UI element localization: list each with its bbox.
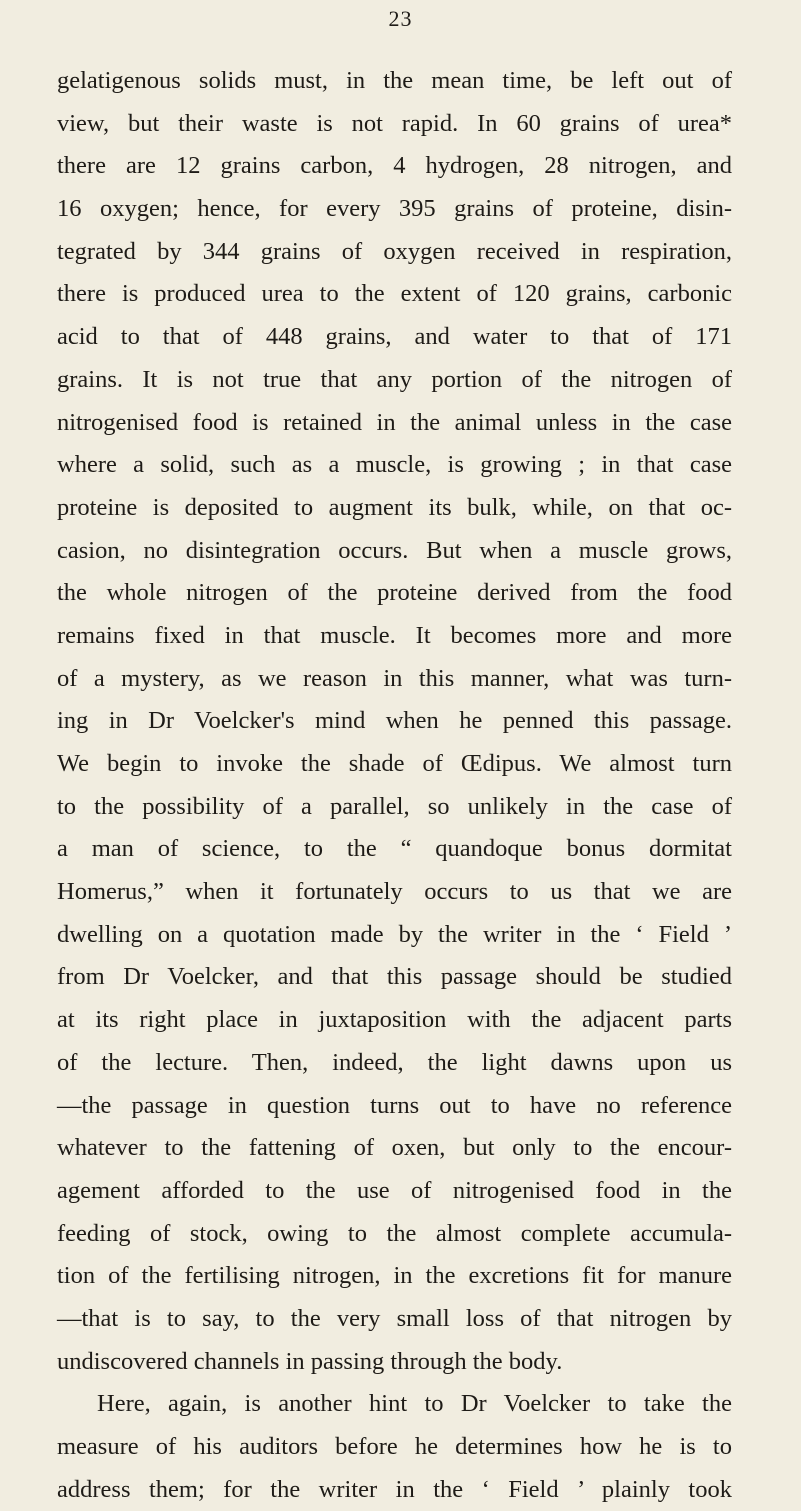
text-line: a man of science, to the “ quandoque bonus dormitat xyxy=(57,835,732,863)
text-line: of a mystery, as we reason in this manner, what was turn- xyxy=(57,664,732,692)
text-line: agement afforded to the use of nitrogenised food in the xyxy=(57,1176,732,1204)
text-line: tegrated by 344 grains of oxygen received in respiration, xyxy=(57,237,732,265)
text-line: feeding of stock, owing to the almost complete accumula- xyxy=(57,1219,732,1247)
text-line: undiscovered channels in passing through the body. xyxy=(57,1347,563,1375)
text-line: 16 oxygen; hence, for every 395 grains of proteine, disin- xyxy=(57,195,732,223)
text-line: casion, no disintegration occurs. But when a muscle grows, xyxy=(57,536,732,564)
text-line: We begin to invoke the shade of Œdipus. We almost turn xyxy=(57,750,732,777)
text-line: where a solid, such as a muscle, is growing ; in that case xyxy=(57,451,732,479)
text-line: of the lecture. Then, indeed, the light dawns upon us xyxy=(57,1048,732,1076)
text-line: grains. It is not true that any portion of the nitrogen of xyxy=(57,365,732,393)
text-line: proteine is deposited to augment its bulk, while, on that oc- xyxy=(57,493,732,521)
text-line: there are 12 grains carbon, 4 hydrogen, 28 nitrogen, and xyxy=(57,152,732,180)
paragraph-first-line: Here, again, is another hint to Dr Voelcker to take the xyxy=(97,1390,732,1418)
page-number: 23 xyxy=(388,6,413,31)
text-line: from Dr Voelcker, and that this passage should be studied xyxy=(57,963,732,991)
text-line: whatever to the fattening of oxen, but only to the encour- xyxy=(57,1134,732,1162)
text-line: acid to that of 448 grains, and water to that of 171 xyxy=(57,323,732,351)
body-text xyxy=(57,60,732,1511)
text-line: gelatigenous solids must, in the mean time, be left out of xyxy=(57,67,732,94)
text-line: there is produced urea to the extent of 120 grains, carbonic xyxy=(57,280,732,308)
text-line: address them; for the writer in the ‘ Field ’ plainly took xyxy=(57,1475,732,1503)
text-line: —that is to say, to the very small loss of that nitrogen by xyxy=(57,1304,732,1332)
text-line: —the passage in question turns out to have no reference xyxy=(57,1091,732,1119)
text-line: view, but their waste is not rapid. In 60 grains of urea* xyxy=(57,109,732,137)
text-line: to the possibility of a parallel, so unlikely in the case of xyxy=(57,792,732,820)
text-line: ing in Dr Voelcker's mind when he penned this passage. xyxy=(57,707,732,735)
text-line: nitrogenised food is retained in the animal unless in the case xyxy=(57,408,732,436)
text-line: measure of his auditors before he determines how he is to xyxy=(57,1433,732,1460)
text-line: Homerus,” when it fortunately occurs to us that we are xyxy=(57,878,732,906)
text-line: dwelling on a quotation made by the writer in the ‘ Field ’ xyxy=(57,920,732,948)
text-line: remains fixed in that muscle. It becomes more and more xyxy=(57,621,732,649)
text-line: tion of the fertilising nitrogen, in the excretions fit for manure xyxy=(57,1262,732,1290)
text-line: the whole nitrogen of the proteine derived from the food xyxy=(57,579,732,607)
text-line: at its right place in juxtaposition with the adjacent parts xyxy=(57,1006,732,1034)
